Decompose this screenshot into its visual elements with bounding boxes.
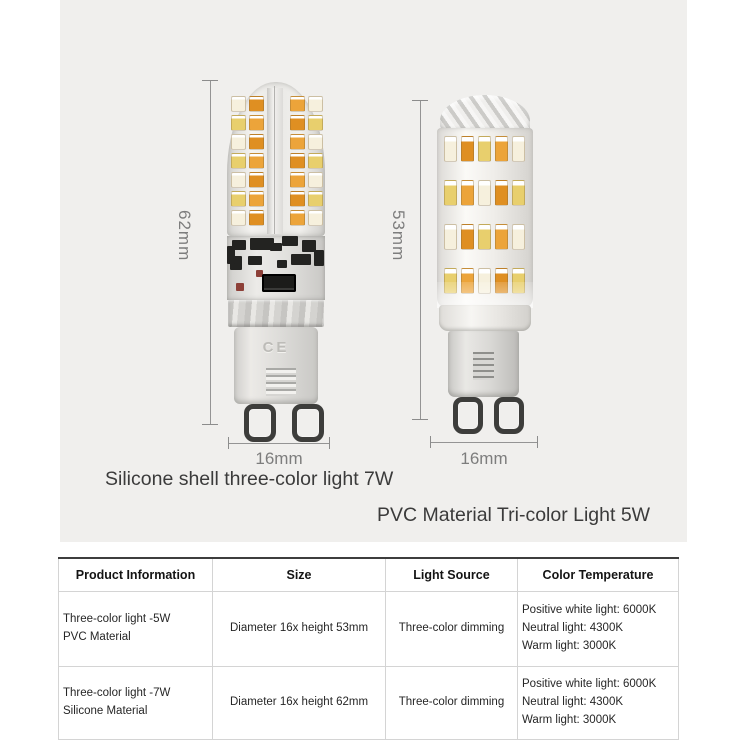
led-chip: [478, 136, 491, 162]
led-chip: [444, 136, 457, 162]
left-bulb-stem: [267, 88, 283, 234]
left-bulb-seam: [274, 86, 275, 234]
led-chip: [512, 136, 525, 162]
caption-silicone-bulb: Silicone shell three-color light 7W: [105, 468, 394, 490]
led-chip: [308, 191, 323, 207]
right-bulb-base: [448, 331, 519, 397]
led-chip: [290, 191, 305, 207]
dimension-tick: [202, 80, 218, 81]
dimension-tick: [430, 436, 431, 448]
ce-marking: CE: [262, 339, 290, 356]
led-chip: [290, 172, 305, 188]
spec-cell-line: Positive white light: 6000K: [522, 604, 657, 617]
led-chip: [290, 153, 305, 169]
spec-column-header: Color Temperature: [518, 558, 679, 592]
height-label-53mm: 53mm: [389, 210, 408, 262]
led-chip: [495, 224, 508, 250]
spec-cell-line: Warm light: 3000K: [522, 713, 617, 726]
right-bulb-base-lip: [439, 305, 531, 331]
spec-cell-light_source: Three-color dimming: [386, 667, 518, 740]
led-chip: [231, 115, 246, 131]
led-chip: [495, 180, 508, 206]
dimension-tick: [412, 100, 428, 101]
spec-cell-line: Three-color light -5W: [63, 613, 171, 626]
spec-column-header: Product Information: [59, 558, 213, 592]
dimension-tick: [202, 424, 218, 425]
led-chip: [231, 191, 246, 207]
circuit-component: [282, 236, 298, 246]
spec-cell-product: [59, 592, 213, 667]
left-bulb-led-strip: [290, 96, 323, 226]
led-chip: [478, 180, 491, 206]
led-chip: [231, 134, 246, 150]
left-bulb-vent-slots: [266, 368, 296, 396]
spec-cell-line: Neutral light: 4300K: [522, 622, 624, 635]
led-chip: [231, 153, 246, 169]
circuit-component: [291, 254, 311, 265]
spec-cell-size: Diameter 16x height 62mm: [213, 667, 386, 740]
width-label-16mm-left: 16mm: [255, 449, 303, 468]
dimension-line-16mm-left: [228, 443, 330, 444]
spec-cell-light_source: Three-color dimming: [386, 592, 518, 667]
led-chip: [290, 115, 305, 131]
spec-table-header-row: [59, 558, 679, 592]
spec-cell-line: Silicone Material: [63, 705, 148, 717]
spec-table-row: [59, 592, 679, 667]
led-chip: [478, 224, 491, 250]
spec-cell-color_temperature: [518, 667, 679, 740]
led-chip: [461, 224, 474, 250]
led-chip: [308, 115, 323, 131]
dimension-tick: [228, 437, 229, 449]
right-bulb-led-grid: [444, 136, 525, 294]
spec-table-row: [59, 667, 679, 740]
led-chip: [290, 96, 305, 112]
right-bulb-vent-slots: [473, 352, 494, 380]
circuit-component: [248, 256, 262, 265]
spec-cell-product: [59, 667, 213, 740]
led-chip: [308, 153, 323, 169]
led-chip: [444, 180, 457, 206]
right-bulb-g9-pin: [453, 397, 483, 434]
left-bulb-led-strip: [231, 96, 264, 226]
spec-column-header: Size: [213, 558, 386, 592]
led-chip: [231, 172, 246, 188]
dimension-tick: [329, 437, 330, 449]
spec-cell-line: Neutral light: 4300K: [522, 696, 624, 709]
circuit-connector: [262, 274, 296, 292]
left-bulb-base: [234, 327, 318, 404]
led-chip: [308, 134, 323, 150]
spec-table: [58, 557, 679, 740]
dimension-line-16mm-right: [430, 442, 538, 443]
dimension-tick: [537, 436, 538, 448]
led-chip: [249, 134, 264, 150]
led-chip: [249, 210, 264, 226]
led-chip: [249, 172, 264, 188]
led-chip: [512, 180, 525, 206]
led-chip: [231, 210, 246, 226]
caption-pvc-bulb: PVC Material Tri-color Light 5W: [377, 504, 651, 526]
circuit-component: [270, 243, 282, 251]
led-chip: [308, 172, 323, 188]
dimension-line-53mm: [420, 100, 421, 420]
spec-cell-size: Diameter 16x height 53mm: [213, 592, 386, 667]
dimension-line-62mm: [210, 80, 211, 425]
led-chip: [290, 210, 305, 226]
spec-cell-color_temperature: [518, 592, 679, 667]
led-chip: [444, 224, 457, 250]
led-chip: [249, 115, 264, 131]
left-bulb-foil-band: [228, 300, 324, 327]
spec-cell-line: Three-color light -7W: [63, 687, 171, 700]
led-chip: [308, 96, 323, 112]
spec-cell-line: Warm light: 3000K: [522, 639, 617, 652]
left-bulb-g9-pin: [244, 404, 276, 442]
led-chip: [495, 136, 508, 162]
dimension-tick: [412, 419, 428, 420]
height-label-62mm: 62mm: [175, 210, 194, 262]
led-chip: [249, 191, 264, 207]
led-chip: [308, 210, 323, 226]
led-chip: [249, 153, 264, 169]
circuit-component: [277, 260, 287, 268]
led-chip: [461, 180, 474, 206]
circuit-resistor: [236, 283, 244, 291]
left-bulb-g9-pin: [292, 404, 324, 442]
width-label-16mm-right: 16mm: [460, 449, 508, 468]
led-chip: [461, 136, 474, 162]
right-bulb-g9-pin: [494, 397, 524, 434]
circuit-component: [227, 246, 235, 264]
spec-cell-line: PVC Material: [63, 631, 131, 643]
led-chip: [290, 134, 305, 150]
product-photo-area: [60, 0, 687, 542]
led-chip: [512, 224, 525, 250]
circuit-component: [314, 250, 324, 266]
spec-cell-line: Positive white light: 6000K: [522, 678, 657, 691]
left-bulb-circuit-board: [227, 236, 325, 300]
led-chip: [231, 96, 246, 112]
led-chip: [249, 96, 264, 112]
spec-column-header: Light Source: [386, 558, 518, 592]
